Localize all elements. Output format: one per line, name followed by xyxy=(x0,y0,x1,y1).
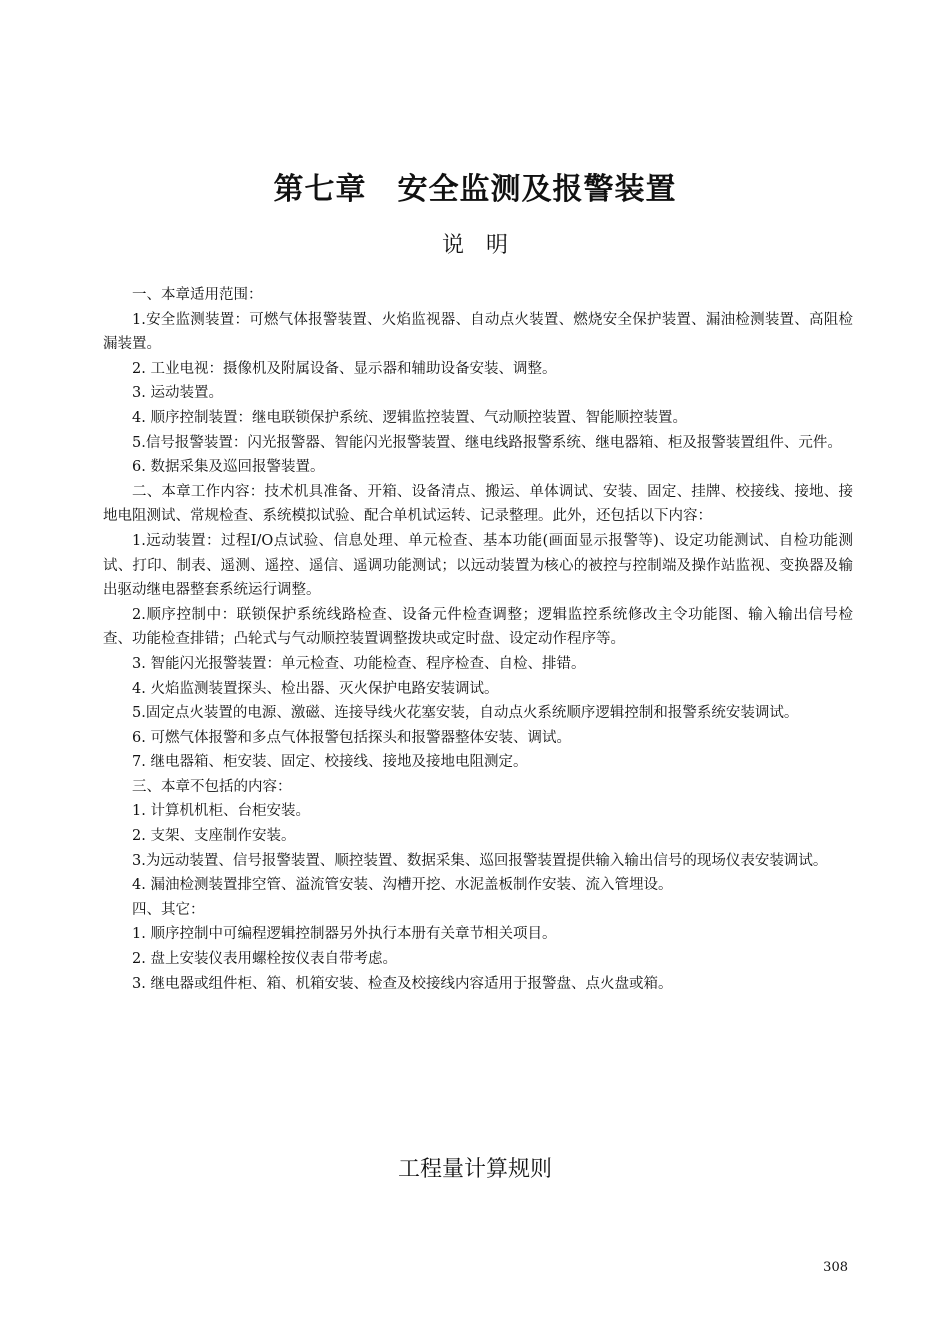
paragraph: 2. 盘上安装仪表用螺栓按仪表自带考虑。 xyxy=(132,951,397,968)
paragraph: 1.安全监测装置：可燃气体报警装置、火焰监视器、自动点火装置、燃烧安全保护装置、漏油检测装置、高阻检漏装置。 xyxy=(103,311,853,353)
paragraph: 二、本章工作内容：技术机具准备、开箱、设备清点、搬运、单体调试、安装、固定、挂牌、校接线、接地、接地电阻测试、常规检查、系统模拟试验、配合单机试运转、记录整理。此外，还包括以下内容： xyxy=(103,483,853,525)
paragraph: 6. 数据采集及巡回报警装置。 xyxy=(132,459,325,476)
paragraph: 2. 工业电视：摄像机及附属设备、显示器和辅助设备安装、调整。 xyxy=(132,360,557,377)
paragraph: 5.信号报警装置：闪光报警器、智能闪光报警装置、继电线路报警系统、继电器箱、柜及报警装置组件、元件。 xyxy=(132,434,842,451)
paragraph: 7. 继电器箱、柜安装、固定、校接线、接地及接地电阻测定。 xyxy=(132,754,528,771)
paragraph: 四、其它： xyxy=(132,901,205,918)
paragraph: 3.为远动装置、信号报警装置、顺控装置、数据采集、巡回报警装置提供输入输出信号的现场仪表安装调试。 xyxy=(132,852,828,869)
paragraph: 3. 运动装置。 xyxy=(132,385,223,402)
paragraph: 6. 可燃气体报警和多点气体报警包括探头和报警器整体安装、调试。 xyxy=(132,729,571,746)
page-number: 308 xyxy=(823,1260,848,1275)
paragraph: 1. 计算机机柜、台柜安装。 xyxy=(132,803,310,820)
paragraph: 2. 支架、支座制作安装。 xyxy=(132,828,296,845)
paragraph: 4. 顺序控制装置：继电联锁保护系统、逻辑监控装置、气动顺控装置、智能顺控装置。 xyxy=(132,409,687,426)
paragraph: 一、本章适用范围： xyxy=(132,287,263,303)
paragraph: 2.顺序控制中：联锁保护系统线路检查、设备元件检查调整；逻辑监控系统修改主令功能图、输入输出信号检查、功能检查排错；凸轮式与气动顺控装置调整拨块或定时盘、设定动作程序等。 xyxy=(103,606,853,648)
chapter-title: 第七章 安全监测及报警装置 xyxy=(273,172,677,207)
paragraph: 5.固定点火装置的电源、激磁、连接导线火花塞安装，自动点火系统顺序逻辑控制和报警系统安装调试。 xyxy=(132,705,799,722)
section-title: 说 明 xyxy=(441,233,508,258)
paragraph: 4. 火焰监测装置探头、检出器、灭火保护电路安装调试。 xyxy=(132,680,499,697)
paragraph: 3. 继电器或组件柜、箱、机箱安装、检查及校接线内容适用于报警盘、点火盘或箱。 xyxy=(132,975,673,992)
paragraph: 1. 顺序控制中可编程逻辑控制器另外执行本册有关章节相关项目。 xyxy=(132,926,557,943)
rules-title: 工程量计算规则 xyxy=(397,1157,552,1182)
paragraph: 三、本章不包括的内容： xyxy=(132,778,292,795)
body-text xyxy=(103,283,853,996)
paragraph: 4. 漏油检测装置排空管、溢流管安装、沟槽开挖、水泥盖板制作安装、流入管埋设。 xyxy=(132,877,673,894)
paragraph: 3. 智能闪光报警装置：单元检查、功能检查、程序检查、自检、排错。 xyxy=(132,655,586,672)
paragraph: 1.远动装置：过程I/O点试验、信息处理、单元检查、基本功能(画面显示报警等)、设定功能测试、自检功能测试、打印、制表、遥测、遥控、遥信、遥调功能测试；以远动装置为核心的被控与控制端及操作站监视、变换器及输出驱动继电器整套系统运行调整。 xyxy=(103,532,853,599)
